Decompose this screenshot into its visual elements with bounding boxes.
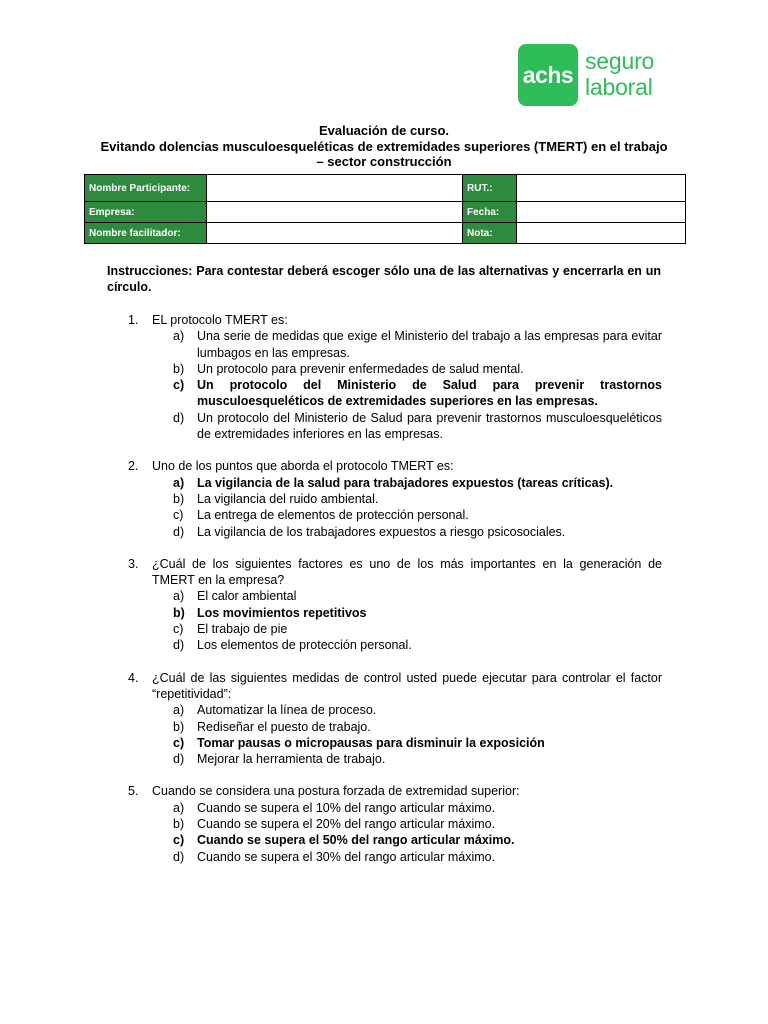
company-label: Empresa: xyxy=(85,202,207,223)
option-d[interactable] xyxy=(152,637,662,653)
facilitator-field[interactable] xyxy=(207,223,463,244)
title-line-1: Evaluación de curso. xyxy=(318,123,450,138)
question-text: Uno de los puntos que aborda el protocolo TMERT es: xyxy=(152,459,454,474)
option-letter: d) xyxy=(173,638,185,653)
option-letter: d) xyxy=(173,524,185,539)
option-d[interactable] xyxy=(152,849,662,865)
option-text: La vigilancia del ruido ambiental. xyxy=(197,491,379,506)
question-list xyxy=(128,312,662,881)
facilitator-label: Nombre facilitador: xyxy=(85,223,207,244)
grade-label: Nota: xyxy=(463,223,517,244)
option-text: Cuando se supera el 20% del rango articular máximo. xyxy=(197,817,496,832)
option-text: La entrega de elementos de protección personal. xyxy=(197,508,469,523)
question-number: 5. xyxy=(128,784,139,799)
option-letter: c) xyxy=(173,735,185,750)
rut-field[interactable] xyxy=(517,175,686,202)
option-text: Un protocolo del Ministerio de Salud para prevenir trastornos musculoesqueléticos de extremidades inferiores en las empresas. xyxy=(197,410,662,442)
participant-label: Nombre Participante: xyxy=(85,175,207,202)
question-text: Cuando se considera una postura forzada de extremidad superior: xyxy=(152,784,520,799)
question-number: 1. xyxy=(128,313,139,327)
info-row-facilitator xyxy=(85,223,686,244)
option-letter: d) xyxy=(173,410,185,425)
company-field[interactable] xyxy=(207,202,463,223)
question-5 xyxy=(128,783,662,864)
option-letter: b) xyxy=(173,719,185,734)
option-text: El trabajo de pie xyxy=(197,622,288,637)
option-c[interactable] xyxy=(152,507,662,523)
option-c-correct[interactable] xyxy=(152,377,662,410)
title-line-2: Evitando dolencias musculoesqueléticas de extremidades superiores (TMERT) en el trabajo – sector construcción xyxy=(100,138,668,169)
participant-field[interactable] xyxy=(207,175,463,202)
option-text: Tomar pausas o micropausas para disminuir la exposición xyxy=(197,735,545,750)
option-letter: d) xyxy=(173,752,185,767)
option-text: Los movimientos repetitivos xyxy=(197,605,367,620)
option-b[interactable] xyxy=(152,361,662,377)
option-c[interactable] xyxy=(152,621,662,637)
instructions: Instrucciones: Para contestar deberá escoger sólo una de las alternativas y encerrarla en un círculo. xyxy=(107,264,661,294)
info-row-company xyxy=(85,202,686,223)
question-number: 3. xyxy=(128,556,139,571)
option-text: Los elementos de protección personal. xyxy=(197,638,412,653)
option-d[interactable] xyxy=(152,410,662,443)
option-text: La vigilancia de los trabajadores expuestos a riesgo psicosociales. xyxy=(197,524,566,539)
option-letter: b) xyxy=(173,817,185,832)
question-number: 2. xyxy=(128,459,139,474)
question-1 xyxy=(128,312,662,442)
participant-info-table xyxy=(84,174,686,244)
option-text: Rediseñar el puesto de trabajo. xyxy=(197,719,371,734)
option-letter: c) xyxy=(173,622,184,637)
logo-wordmark xyxy=(585,48,654,100)
option-text: Un protocolo para prevenir enfermedades de salud mental. xyxy=(197,361,524,376)
option-b[interactable] xyxy=(152,816,662,832)
option-letter: b) xyxy=(173,361,185,376)
logo-line-1: seguro xyxy=(585,48,655,74)
option-text: El calor ambiental xyxy=(197,589,297,604)
option-b[interactable] xyxy=(152,719,662,735)
option-letter: a) xyxy=(173,589,185,604)
question-3 xyxy=(128,556,662,654)
option-text: Cuando se supera el 10% del rango articular máximo. xyxy=(197,800,496,815)
grade-field[interactable] xyxy=(517,223,686,244)
question-text: ¿Cuál de los siguientes factores es uno de los más importantes en la generación de TMERT en la empresa? xyxy=(152,556,662,588)
question-4 xyxy=(128,670,662,768)
option-a[interactable] xyxy=(152,588,662,604)
question-number: 4. xyxy=(128,670,139,685)
date-field[interactable] xyxy=(517,202,686,223)
option-letter: c) xyxy=(173,833,185,848)
option-a[interactable] xyxy=(152,702,662,718)
option-letter: b) xyxy=(173,605,185,620)
question-text: EL protocolo TMERT es: xyxy=(152,313,288,327)
rut-label: RUT.: xyxy=(463,175,517,202)
info-row-participant xyxy=(85,175,686,202)
option-text: Un protocolo del Ministerio de Salud para prevenir trastornos musculoesqueléticos de extremidades superiores en las empresas. xyxy=(197,378,662,409)
option-letter: a) xyxy=(173,329,185,344)
option-a-correct[interactable] xyxy=(152,475,662,491)
option-letter: d) xyxy=(173,849,185,864)
option-letter: c) xyxy=(173,378,185,393)
document-title xyxy=(100,123,668,170)
option-b-correct[interactable] xyxy=(152,605,662,621)
option-a[interactable] xyxy=(152,328,662,361)
option-c-correct[interactable] xyxy=(152,832,662,848)
option-a[interactable] xyxy=(152,800,662,816)
option-letter: c) xyxy=(173,508,184,523)
option-text: Cuando se supera el 50% del rango articular máximo. xyxy=(197,833,515,848)
option-letter: a) xyxy=(173,800,185,815)
option-c-correct[interactable] xyxy=(152,735,662,751)
option-d[interactable] xyxy=(152,524,662,540)
option-letter: b) xyxy=(173,491,185,506)
option-letter: a) xyxy=(173,703,185,718)
achs-logo xyxy=(518,44,664,108)
option-text: Una serie de medidas que exige el Ministerio del trabajo a las empresas para evitar lumbagos en las empresas. xyxy=(197,329,662,360)
date-label: Fecha: xyxy=(463,202,517,223)
option-d[interactable] xyxy=(152,751,662,767)
option-text: Mejorar la herramienta de trabajo. xyxy=(197,752,386,767)
option-b[interactable] xyxy=(152,491,662,507)
option-text: Cuando se supera el 30% del rango articular máximo. xyxy=(197,849,496,864)
question-text: ¿Cuál de las siguientes medidas de control usted puede ejecutar para controlar el factor “repetitividad”: xyxy=(152,670,662,701)
option-text: La vigilancia de la salud para trabajadores expuestos (tareas críticas). xyxy=(197,475,614,490)
logo-mark: achs xyxy=(518,44,578,106)
option-text: Automatizar la línea de proceso. xyxy=(197,703,377,718)
question-2 xyxy=(128,458,662,539)
option-letter: a) xyxy=(173,475,185,490)
logo-line-2: laboral xyxy=(585,74,653,100)
